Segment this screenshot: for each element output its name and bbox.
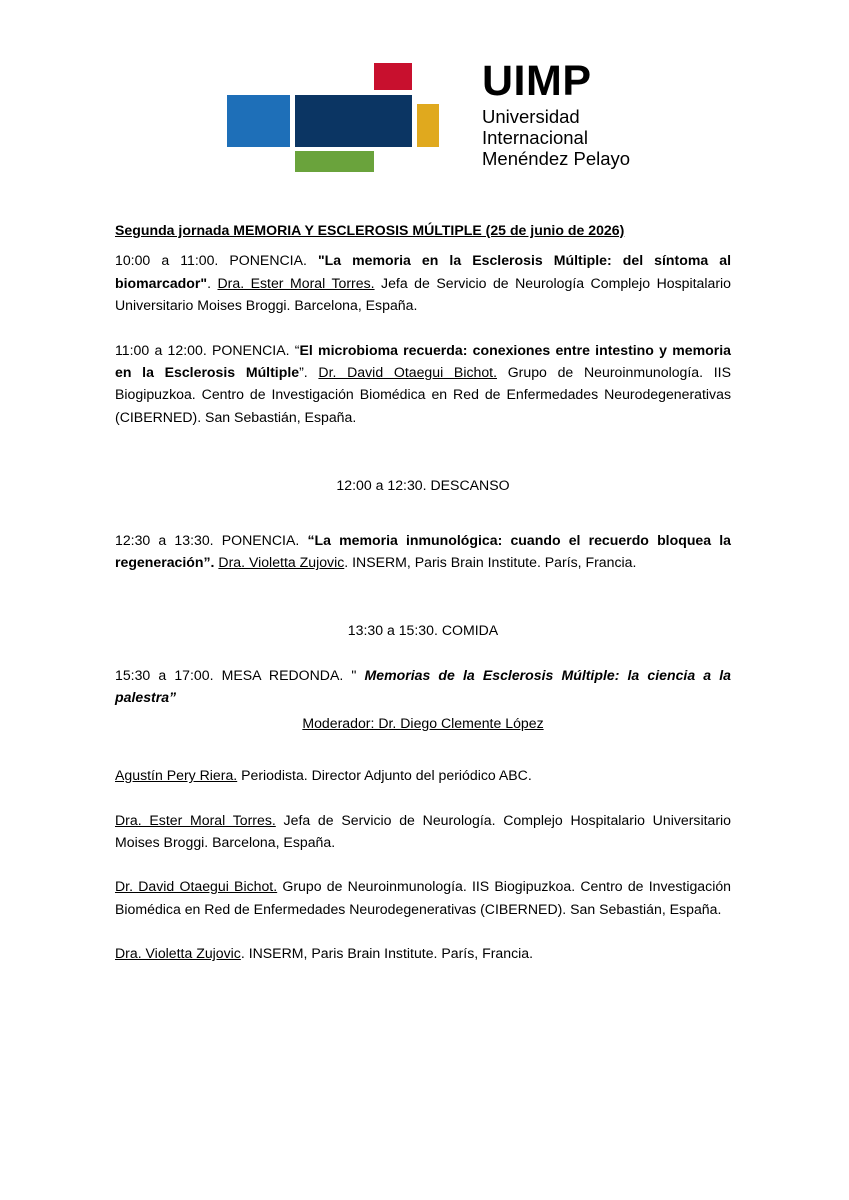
panelist-description: Grupo de Neuroinmunología. IIS Biogipuzkoa. Centro de Investigación Biomédica en Red de Enfermedades Neurodegenerativas (CIBERNED). San Sebastián, España. — [115, 878, 732, 917]
panelist-description: . INSERM, Paris Brain Institute. París, Francia. — [240, 945, 534, 962]
program-heading — [115, 219, 731, 241]
talk-1 — [115, 249, 731, 316]
program-content — [115, 219, 731, 965]
panelist-name: Dra. Violetta Zujovic — [115, 945, 241, 962]
panelist-4 — [115, 942, 731, 964]
logo-block-green — [295, 151, 374, 172]
lunch-slot: 13:30 a 15:30. COMIDA — [347, 622, 499, 639]
roundtable-moderator: Moderador: Dr. Diego Clemente López — [302, 714, 544, 731]
panelist-description: Jefa de Servicio de Neurología. Complejo Hospitalario Universitario Moises Broggi. Barcelona, España. — [115, 811, 731, 850]
logo-block-red — [374, 63, 412, 90]
roundtable — [115, 664, 731, 709]
panelist-name: Dr. David Otaegui Bichot. — [115, 878, 278, 895]
panelist-2 — [115, 809, 731, 854]
logo-block-yellow — [417, 104, 439, 147]
panelist-1 — [115, 764, 731, 786]
talk-3-affiliation: . INSERM, Paris Brain Institute. París, Francia. — [344, 554, 637, 571]
talk-1-punct: . — [207, 274, 211, 291]
panelist-name: Dra. Ester Moral Torres. — [115, 811, 276, 828]
talk-2-title: El microbioma recuerda: conexiones entre intestino y memoria en la Esclerosis Múltiple — [115, 341, 731, 381]
talk-2 — [115, 339, 731, 429]
program-heading-text: Segunda jornada MEMORIA Y ESCLEROSIS MÚLTIPLE (25 de junio de 2026) — [115, 222, 625, 238]
logo-name-line-1: Universidad — [482, 106, 580, 127]
talk-1-title: "La memoria en la Esclerosis Múltiple: del síntoma al biomarcador" — [115, 252, 731, 291]
break-slot: 12:00 a 12:30. DESCANSO — [336, 477, 510, 494]
roundtable-title: Memorias de la Esclerosis Múltiple: la ciencia a la palestra” — [115, 666, 731, 706]
talk-2-speaker: Dr. David Otaegui Bichot. — [318, 364, 498, 381]
talk-2-affiliation: Grupo de Neuroinmunología. IIS Biogipuzkoa. Centro de Investigación Biomédica en Red de Enfermedades Neurodegenerativas (CIBERNED). San Sebastián, España. — [115, 364, 731, 425]
talk-1-speaker: Dra. Ester Moral Torres. — [217, 274, 375, 291]
talk-2-time: 11:00 a 12:00. PONENCIA. “ — [115, 341, 300, 358]
roundtable-time: 15:30 a 17:00. MESA REDONDA. " — [115, 666, 365, 683]
logo-acronym: UIMP — [482, 57, 592, 105]
logo-name-line-3: Menéndez Pelayo — [482, 148, 631, 169]
panelist-3 — [115, 875, 731, 920]
logo-block-navy — [295, 95, 412, 147]
talk-1-affiliation: Jefa de Servicio de Neurología Complejo Hospitalario Universitario Moises Broggi. Barcelona, España. — [115, 274, 732, 314]
talk-3-speaker: Dra. Violetta Zujovic — [218, 554, 345, 571]
logo-name-line-2: Internacional — [482, 127, 588, 148]
talk-1-time: 10:00 a 11:00. PONENCIA. — [115, 252, 318, 269]
panelist-description: Periodista. Director Adjunto del periódico ABC. — [237, 767, 532, 784]
talk-3 — [115, 529, 731, 574]
talk-3-title: “La memoria inmunológica: cuando el recuerdo bloquea la regeneración”. — [115, 531, 732, 571]
roundtable-moderator-line — [115, 712, 731, 734]
talk-3-time: 12:30 a 13:30. PONENCIA. — [115, 531, 308, 548]
panelist-name: Agustín Pery Riera. — [115, 767, 238, 784]
logo-block-light-blue — [227, 95, 290, 147]
uimp-logo-text — [482, 56, 630, 169]
talk-2-punct: ”. — [299, 364, 319, 381]
